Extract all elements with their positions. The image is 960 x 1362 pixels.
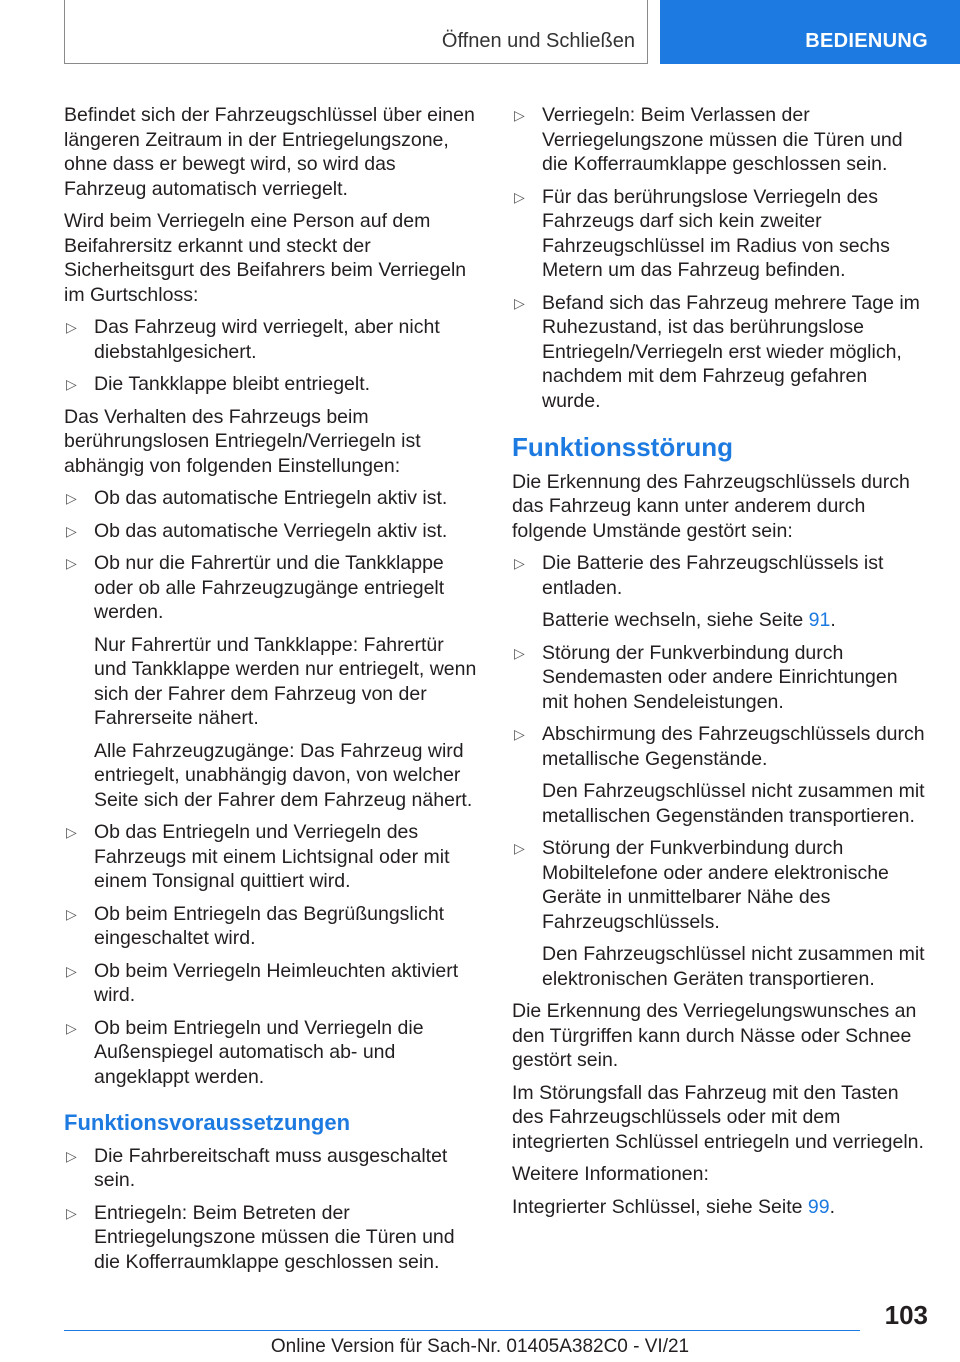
paragraph: Die Erkennung des Verriegelungswunsches an den Türgriffen kann durch Nässe oder Schnee gestört sein. xyxy=(512,1000,917,1071)
bullet-list xyxy=(512,103,928,413)
header-chapter-tab xyxy=(660,0,960,64)
list-item-note: Batterie wechseln, siehe Seite 91. xyxy=(542,609,836,631)
page-link-91[interactable]: 91 xyxy=(808,609,831,631)
list-item: ▷ Die Tankklappe bleibt entriegelt. xyxy=(66,373,371,395)
list-item: ▷ Die Batterie des Fahrzeugschlüssels ist entladen. Batterie wechseln, siehe Seite 91. xyxy=(512,551,928,633)
triangle-bullet-icon: ▷ xyxy=(514,107,525,123)
list-item: ▷ Ob das Entriegeln und Verriegeln des Fahrzeugs mit einem Lichtsignal oder mit einem Tonsignal quittiert wird. xyxy=(66,821,450,892)
bullet-list xyxy=(512,551,928,991)
triangle-bullet-icon: ▷ xyxy=(514,555,525,571)
triangle-bullet-icon: ▷ xyxy=(514,840,525,856)
paragraph: Das Verhalten des Fahrzeugs beim berührungslosen Entriegeln/Verriegeln ist abhängig von folgenden Einstellungen: xyxy=(64,405,421,477)
list-item: ▷ Ob beim Verriegeln Heimleuchten aktiviert wird. xyxy=(66,959,459,1006)
paragraph: Weitere Informationen: xyxy=(512,1163,709,1185)
list-item: ▷ Für das berührungslose Verriegeln des Fahrzeugs darf sich kein zweiter Fahrzeugschlüssel im Radius von sechs Metern um das Fahrzeug befinden. xyxy=(514,185,890,281)
list-item: ▷ Ob das automatische Entriegeln aktiv ist. xyxy=(66,487,448,509)
page-link-99[interactable]: 99 xyxy=(807,1195,830,1218)
triangle-bullet-icon: ▷ xyxy=(66,555,77,571)
triangle-bullet-icon: ▷ xyxy=(66,376,77,392)
footer-text: Online Version für Sach-Nr. 01405A382C0 - VI/21 xyxy=(270,1336,690,1357)
list-item: ▷ Störung der Funkverbindung durch Sendemasten oder andere Einrichtungen mit hohen Sendeleistungen. xyxy=(514,641,898,713)
list-item-note: Nur Fahrertür und Tankklappe: Fahrertür und Tankklappe werden nur entriegelt, wenn sich der Fahrer dem Fahrzeug von der Fahrerseite nähert. xyxy=(94,633,477,729)
list-item-note: Den Fahrzeugschlüssel nicht zusammen mit metallischen Gegenständen transportieren. xyxy=(542,780,925,827)
list-item: ▷ Das Fahrzeug wird verriegelt, aber nicht diebstahlgesichert. xyxy=(66,316,440,363)
bullet-list xyxy=(64,315,480,397)
footer-divider xyxy=(64,1330,860,1331)
triangle-bullet-icon: ▷ xyxy=(66,1019,77,1036)
paragraph: Die Erkennung des Fahrzeugschlüssels durch das Fahrzeug kann unter anderem durch folgende Umstände gestört sein: xyxy=(512,470,910,542)
page-header xyxy=(0,0,960,66)
list-item: ▷ Ob das automatische Verriegeln aktiv ist. xyxy=(66,519,448,542)
list-item: ▷ Ob nur die Fahrertür und die Tankklappe oder ob alle Fahrzeugzugänge entriegelt werden. Nur Fahrertür und Tankklappe: Fahrertür und Tankklappe werden nur entriegelt, wenn sich der Fahrer dem Fahrzeug von der Fahrerseite nähert. Alle Fahrzeugzugänge: Das Fahrzeug wird entriegelt, unabhängig davon, von welcher Seite sich der Fahrer dem Fahrzeug nähert. xyxy=(64,551,480,812)
paragraph: Wird beim Verriegeln eine Person auf dem Beifahrersitz erkannt und steckt der Sicherheitsgurt des Beifahrers beim Verriegeln im Gurtschloss: xyxy=(64,210,467,306)
triangle-bullet-icon: ▷ xyxy=(66,1204,77,1221)
triangle-bullet-icon: ▷ xyxy=(66,824,77,840)
list-item: ▷ Ob beim Entriegeln und Verriegeln die Außenspiegel automatisch ab- und angeklappt werden. xyxy=(66,1016,424,1088)
list-item: ▷ Abschirmung des Fahrzeugschlüssels durch metallische Gegenstände. Den Fahrzeugschlüssel nicht zusammen mit metallischen Gegenständen transportieren. xyxy=(512,722,928,828)
triangle-bullet-icon: ▷ xyxy=(66,490,77,506)
triangle-bullet-icon: ▷ xyxy=(66,522,77,539)
list-item: ▷ Die Fahrbereitschaft muss ausgeschaltet sein. xyxy=(66,1144,448,1191)
triangle-bullet-icon: ▷ xyxy=(514,726,525,742)
header-section-title: Öffnen und Schließen xyxy=(441,30,635,52)
triangle-bullet-icon: ▷ xyxy=(514,644,525,661)
triangle-bullet-icon: ▷ xyxy=(514,188,525,205)
list-item: ▷ Ob beim Entriegeln das Begrüßungslicht eingeschaltet wird. xyxy=(66,902,445,949)
list-item: ▷ Befand sich das Fahrzeug mehrere Tage im Ruhezustand, ist das berührungslose Entriegeln/Verriegeln erst wieder möglich, nachdem mit dem Fahrzeug gefahren wurde. xyxy=(514,291,920,412)
list-item: ▷ Entriegeln: Beim Betreten der Entriegelungszone müssen die Türen und die Kofferraumklappe geschlossen sein. xyxy=(66,1201,455,1273)
paragraph: Im Störungsfall das Fahrzeug mit den Tasten des Fahrzeugschlüssels oder mit dem integrierten Schlüssel entriegeln und verriegeln. xyxy=(512,1081,924,1153)
bullet-list xyxy=(64,486,480,1089)
list-item: ▷ Störung der Funkverbindung durch Mobiltelefone oder andere elektronische Geräte in unmittelbarer Nähe des Fahrzeugschlüssels. Den Fahrzeugschlüssel nicht zusammen mit elektronischen Geräten transportieren. xyxy=(512,836,928,991)
list-item: ▷ Verriegeln: Beim Verlassen der Verriegelungszone müssen die Türen und die Kofferraumklappe geschlossen sein. xyxy=(514,104,903,175)
paragraph: Integrierter Schlüssel, siehe Seite 99. xyxy=(512,1195,836,1218)
page-number: 103 xyxy=(884,1300,928,1330)
triangle-bullet-icon: ▷ xyxy=(66,319,77,335)
subheading-prerequisites: Funktionsvoraussetzungen xyxy=(64,1110,351,1135)
triangle-bullet-icon: ▷ xyxy=(66,1147,77,1164)
bullet-list xyxy=(64,1144,480,1275)
triangle-bullet-icon: ▷ xyxy=(66,905,77,922)
header-chapter-title: BEDIENUNG xyxy=(805,30,928,52)
triangle-bullet-icon: ▷ xyxy=(66,962,77,979)
right-column xyxy=(512,103,928,1227)
paragraph: Befindet sich der Fahrzeugschlüssel über einen längeren Zeitraum in der Entriegelungszone, ohne dass er bewegt wird, so wird das Fahrzeug automatisch verriegelt. xyxy=(64,104,475,200)
list-item-note: Den Fahrzeugschlüssel nicht zusammen mit elektronischen Geräten transportieren. xyxy=(542,943,925,990)
left-column xyxy=(64,103,480,1282)
list-item-note: Alle Fahrzeugzugänge: Das Fahrzeug wird entriegelt, unabhängig davon, von welcher Seite sich der Fahrer dem Fahrzeug nähert. xyxy=(94,739,473,811)
header-section-box xyxy=(64,0,648,64)
heading-malfunction: Funktionsstörung xyxy=(512,432,733,462)
triangle-bullet-icon: ▷ xyxy=(514,294,525,311)
